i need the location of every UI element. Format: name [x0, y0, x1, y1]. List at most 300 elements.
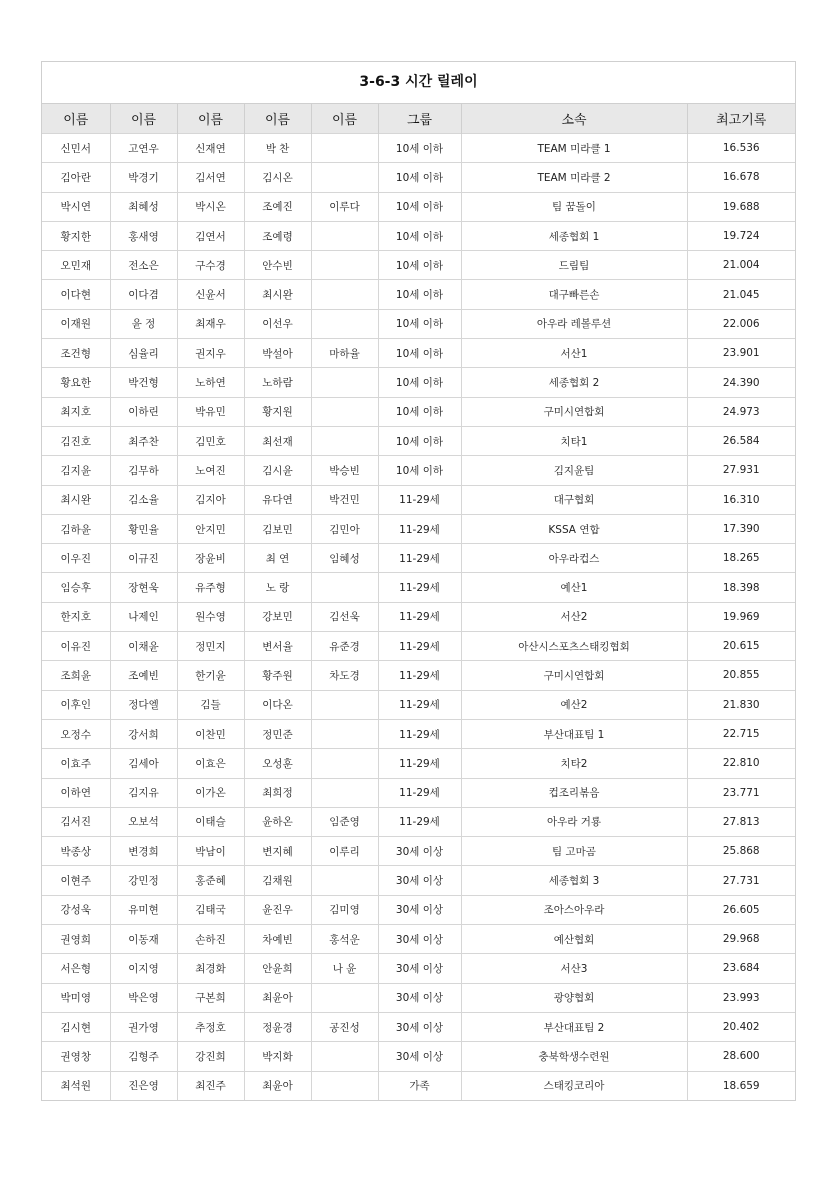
- affiliation-cell: 세종협회 3: [461, 866, 687, 895]
- group-cell: 11-29세: [378, 544, 461, 573]
- table-row: [42, 221, 795, 250]
- name-1-cell: 강성욱: [42, 895, 110, 924]
- name-1-cell: 최석원: [42, 1071, 110, 1100]
- name-1-cell: 이후인: [42, 690, 110, 719]
- name-3-cell: 박유민: [177, 397, 244, 426]
- name-4-cell: 박 찬: [244, 134, 311, 163]
- name-1-cell: 권영창: [42, 1042, 110, 1071]
- column-header-affiliation: 소속: [461, 104, 687, 134]
- group-cell: 가족: [378, 1071, 461, 1100]
- affiliation-cell: 대구빠른손: [461, 280, 687, 309]
- table-row: [42, 339, 795, 368]
- name-2-cell: 김지유: [110, 778, 177, 807]
- name-5-cell: 임혜성: [311, 544, 378, 573]
- best-record-cell: 19.724: [687, 221, 795, 250]
- name-5-cell: 유준경: [311, 632, 378, 661]
- name-3-cell: 김연서: [177, 221, 244, 250]
- name-5-cell: 차도경: [311, 661, 378, 690]
- affiliation-cell: 김지윤팀: [461, 456, 687, 485]
- best-record-cell: 26.584: [687, 426, 795, 455]
- relay-results-sheet: [41, 61, 796, 1101]
- best-record-cell: 25.868: [687, 837, 795, 866]
- best-record-cell: 21.830: [687, 690, 795, 719]
- name-3-cell: 이효은: [177, 749, 244, 778]
- group-cell: 10세 이하: [378, 456, 461, 485]
- table-row: [42, 632, 795, 661]
- name-5-cell: 박건민: [311, 485, 378, 514]
- table-row: [42, 1012, 795, 1041]
- name-5-cell: [311, 309, 378, 338]
- table-row: [42, 514, 795, 543]
- group-cell: 11-29세: [378, 573, 461, 602]
- name-5-cell: [311, 426, 378, 455]
- name-2-cell: 변경희: [110, 837, 177, 866]
- best-record-cell: 23.684: [687, 954, 795, 983]
- group-cell: 10세 이하: [378, 134, 461, 163]
- name-4-cell: 김시온: [244, 163, 311, 192]
- name-3-cell: 김서연: [177, 163, 244, 192]
- name-2-cell: 황민율: [110, 514, 177, 543]
- name-1-cell: 조희윤: [42, 661, 110, 690]
- name-2-cell: 김형주: [110, 1042, 177, 1071]
- group-cell: 30세 이상: [378, 983, 461, 1012]
- group-cell: 11-29세: [378, 749, 461, 778]
- table-row: [42, 368, 795, 397]
- name-4-cell: 차예빈: [244, 925, 311, 954]
- name-3-cell: 안지민: [177, 514, 244, 543]
- group-cell: 10세 이하: [378, 192, 461, 221]
- name-5-cell: [311, 719, 378, 748]
- name-5-cell: 김민아: [311, 514, 378, 543]
- name-4-cell: 강보민: [244, 602, 311, 631]
- name-2-cell: 이하린: [110, 397, 177, 426]
- group-cell: 10세 이하: [378, 309, 461, 338]
- name-1-cell: 이하연: [42, 778, 110, 807]
- name-5-cell: [311, 368, 378, 397]
- name-5-cell: [311, 1071, 378, 1100]
- name-3-cell: 이태슬: [177, 807, 244, 836]
- name-3-cell: 강진희: [177, 1042, 244, 1071]
- affiliation-cell: 조아스아우라: [461, 895, 687, 924]
- name-2-cell: 진은영: [110, 1071, 177, 1100]
- group-cell: 11-29세: [378, 690, 461, 719]
- name-2-cell: 조예빈: [110, 661, 177, 690]
- best-record-cell: 18.398: [687, 573, 795, 602]
- group-cell: 10세 이하: [378, 397, 461, 426]
- group-cell: 30세 이상: [378, 837, 461, 866]
- column-header-name-1: 이름: [42, 104, 110, 134]
- name-4-cell: 김보민: [244, 514, 311, 543]
- affiliation-cell: 서산3: [461, 954, 687, 983]
- table-row: [42, 954, 795, 983]
- affiliation-cell: 서산2: [461, 602, 687, 631]
- name-2-cell: 김무하: [110, 456, 177, 485]
- name-2-cell: 최혜성: [110, 192, 177, 221]
- best-record-cell: 22.810: [687, 749, 795, 778]
- name-3-cell: 원수영: [177, 602, 244, 631]
- name-3-cell: 김태국: [177, 895, 244, 924]
- name-3-cell: 신재연: [177, 134, 244, 163]
- affiliation-cell: 세종협회 1: [461, 221, 687, 250]
- group-cell: 30세 이상: [378, 925, 461, 954]
- table-row: [42, 983, 795, 1012]
- best-record-cell: 23.901: [687, 339, 795, 368]
- name-4-cell: 이다온: [244, 690, 311, 719]
- name-1-cell: 조건형: [42, 339, 110, 368]
- name-5-cell: 임준영: [311, 807, 378, 836]
- name-3-cell: 손하진: [177, 925, 244, 954]
- group-cell: 30세 이상: [378, 954, 461, 983]
- name-5-cell: [311, 280, 378, 309]
- name-2-cell: 박경기: [110, 163, 177, 192]
- name-3-cell: 최진주: [177, 1071, 244, 1100]
- group-cell: 30세 이상: [378, 1042, 461, 1071]
- name-2-cell: 유미현: [110, 895, 177, 924]
- name-3-cell: 정민지: [177, 632, 244, 661]
- results-table: [42, 103, 795, 1100]
- name-1-cell: 이현주: [42, 866, 110, 895]
- name-1-cell: 김시현: [42, 1012, 110, 1041]
- name-1-cell: 이우진: [42, 544, 110, 573]
- name-2-cell: 장현욱: [110, 573, 177, 602]
- best-record-cell: 28.600: [687, 1042, 795, 1071]
- name-4-cell: 오성훈: [244, 749, 311, 778]
- name-1-cell: 신민서: [42, 134, 110, 163]
- name-5-cell: [311, 251, 378, 280]
- name-5-cell: [311, 134, 378, 163]
- name-3-cell: 최경화: [177, 954, 244, 983]
- name-5-cell: 이루리: [311, 837, 378, 866]
- affiliation-cell: 세종협회 2: [461, 368, 687, 397]
- name-4-cell: 안윤희: [244, 954, 311, 983]
- group-cell: 10세 이하: [378, 280, 461, 309]
- group-cell: 11-29세: [378, 807, 461, 836]
- table-row: [42, 661, 795, 690]
- table-row: [42, 866, 795, 895]
- name-3-cell: 구본희: [177, 983, 244, 1012]
- name-4-cell: 이선우: [244, 309, 311, 338]
- table-row: [42, 602, 795, 631]
- group-cell: 11-29세: [378, 485, 461, 514]
- affiliation-cell: 예산2: [461, 690, 687, 719]
- name-5-cell: 공진성: [311, 1012, 378, 1041]
- name-2-cell: 이다겸: [110, 280, 177, 309]
- name-4-cell: 유다연: [244, 485, 311, 514]
- name-3-cell: 노여진: [177, 456, 244, 485]
- name-5-cell: [311, 983, 378, 1012]
- name-5-cell: [311, 778, 378, 807]
- name-2-cell: 최주찬: [110, 426, 177, 455]
- best-record-cell: 19.969: [687, 602, 795, 631]
- name-2-cell: 강민정: [110, 866, 177, 895]
- best-record-cell: 21.004: [687, 251, 795, 280]
- best-record-cell: 27.813: [687, 807, 795, 836]
- group-cell: 30세 이상: [378, 1012, 461, 1041]
- group-cell: 10세 이하: [378, 368, 461, 397]
- name-1-cell: 이재원: [42, 309, 110, 338]
- name-4-cell: 안수빈: [244, 251, 311, 280]
- affiliation-cell: TEAM 미라클 2: [461, 163, 687, 192]
- name-4-cell: 김시윤: [244, 456, 311, 485]
- name-1-cell: 김진호: [42, 426, 110, 455]
- best-record-cell: 18.659: [687, 1071, 795, 1100]
- name-4-cell: 변서율: [244, 632, 311, 661]
- name-3-cell: 구수경: [177, 251, 244, 280]
- best-record-cell: 27.931: [687, 456, 795, 485]
- best-record-cell: 19.688: [687, 192, 795, 221]
- name-4-cell: 최희정: [244, 778, 311, 807]
- group-cell: 10세 이하: [378, 426, 461, 455]
- group-cell: 10세 이하: [378, 339, 461, 368]
- name-5-cell: [311, 690, 378, 719]
- name-3-cell: 이가온: [177, 778, 244, 807]
- affiliation-cell: 팀 꿈돌이: [461, 192, 687, 221]
- best-record-cell: 16.536: [687, 134, 795, 163]
- table-row: [42, 837, 795, 866]
- best-record-cell: 24.390: [687, 368, 795, 397]
- name-2-cell: 박건형: [110, 368, 177, 397]
- affiliation-cell: 구미시연합회: [461, 661, 687, 690]
- affiliation-cell: 아우라컵스: [461, 544, 687, 573]
- name-3-cell: 이찬민: [177, 719, 244, 748]
- column-header-name-2: 이름: [110, 104, 177, 134]
- name-1-cell: 박미영: [42, 983, 110, 1012]
- best-record-cell: 22.006: [687, 309, 795, 338]
- table-row: [42, 544, 795, 573]
- name-3-cell: 신윤서: [177, 280, 244, 309]
- name-3-cell: 장윤비: [177, 544, 244, 573]
- best-record-cell: 18.265: [687, 544, 795, 573]
- table-row: [42, 251, 795, 280]
- name-3-cell: 김민호: [177, 426, 244, 455]
- name-4-cell: 정민준: [244, 719, 311, 748]
- table-row: [42, 1042, 795, 1071]
- name-5-cell: [311, 749, 378, 778]
- affiliation-cell: 부산대표팀 1: [461, 719, 687, 748]
- affiliation-cell: 드림팀: [461, 251, 687, 280]
- affiliation-cell: 치타2: [461, 749, 687, 778]
- name-2-cell: 이동재: [110, 925, 177, 954]
- best-record-cell: 23.771: [687, 778, 795, 807]
- name-5-cell: [311, 163, 378, 192]
- name-2-cell: 김소율: [110, 485, 177, 514]
- best-record-cell: 20.855: [687, 661, 795, 690]
- name-2-cell: 오보석: [110, 807, 177, 836]
- name-5-cell: 김선욱: [311, 602, 378, 631]
- column-header-name-3: 이름: [177, 104, 244, 134]
- name-1-cell: 이유진: [42, 632, 110, 661]
- affiliation-cell: 아우라 레볼루션: [461, 309, 687, 338]
- column-header-best-record: 최고기록: [687, 104, 795, 134]
- table-row: [42, 573, 795, 602]
- name-1-cell: 김서진: [42, 807, 110, 836]
- best-record-cell: 26.605: [687, 895, 795, 924]
- name-1-cell: 김아란: [42, 163, 110, 192]
- name-1-cell: 최지호: [42, 397, 110, 426]
- table-row: [42, 778, 795, 807]
- table-row: [42, 163, 795, 192]
- name-4-cell: 변지혜: [244, 837, 311, 866]
- name-3-cell: 김지아: [177, 485, 244, 514]
- group-cell: 11-29세: [378, 632, 461, 661]
- affiliation-cell: 아우라 거룡: [461, 807, 687, 836]
- name-2-cell: 고연우: [110, 134, 177, 163]
- name-4-cell: 최시완: [244, 280, 311, 309]
- affiliation-cell: 예산1: [461, 573, 687, 602]
- name-3-cell: 한기윤: [177, 661, 244, 690]
- name-3-cell: 유주형: [177, 573, 244, 602]
- affiliation-cell: 부산대표팀 2: [461, 1012, 687, 1041]
- group-cell: 11-29세: [378, 602, 461, 631]
- name-4-cell: 박설아: [244, 339, 311, 368]
- name-4-cell: 조예진: [244, 192, 311, 221]
- name-3-cell: 권지우: [177, 339, 244, 368]
- name-1-cell: 김지윤: [42, 456, 110, 485]
- column-header-name-4: 이름: [244, 104, 311, 134]
- table-row: [42, 456, 795, 485]
- name-1-cell: 임승후: [42, 573, 110, 602]
- name-4-cell: 최 연: [244, 544, 311, 573]
- table-row: [42, 925, 795, 954]
- name-2-cell: 정다엘: [110, 690, 177, 719]
- affiliation-cell: 충북학생수련원: [461, 1042, 687, 1071]
- name-1-cell: 오정수: [42, 719, 110, 748]
- affiliation-cell: 예산협회: [461, 925, 687, 954]
- name-4-cell: 황지원: [244, 397, 311, 426]
- best-record-cell: 24.973: [687, 397, 795, 426]
- name-5-cell: 박승빈: [311, 456, 378, 485]
- column-header-name-5: 이름: [311, 104, 378, 134]
- table-row: [42, 192, 795, 221]
- affiliation-cell: KSSA 연합: [461, 514, 687, 543]
- name-5-cell: [311, 221, 378, 250]
- best-record-cell: 23.993: [687, 983, 795, 1012]
- best-record-cell: 22.715: [687, 719, 795, 748]
- name-1-cell: 이효주: [42, 749, 110, 778]
- best-record-cell: 17.390: [687, 514, 795, 543]
- name-2-cell: 홍새영: [110, 221, 177, 250]
- best-record-cell: 16.678: [687, 163, 795, 192]
- name-4-cell: 노 랑: [244, 573, 311, 602]
- name-2-cell: 심율리: [110, 339, 177, 368]
- group-cell: 11-29세: [378, 778, 461, 807]
- table-row: [42, 749, 795, 778]
- affiliation-cell: 컵조리볶음: [461, 778, 687, 807]
- affiliation-cell: 서산1: [461, 339, 687, 368]
- affiliation-cell: 스태킹코리아: [461, 1071, 687, 1100]
- name-3-cell: 노하연: [177, 368, 244, 397]
- name-3-cell: 최재우: [177, 309, 244, 338]
- name-1-cell: 최시완: [42, 485, 110, 514]
- name-2-cell: 윤 정: [110, 309, 177, 338]
- affiliation-cell: 팀 고마곰: [461, 837, 687, 866]
- name-1-cell: 서은형: [42, 954, 110, 983]
- table-row: [42, 1071, 795, 1100]
- name-5-cell: 김미영: [311, 895, 378, 924]
- table-row: [42, 280, 795, 309]
- best-record-cell: 20.615: [687, 632, 795, 661]
- name-5-cell: [311, 573, 378, 602]
- name-4-cell: 정윤경: [244, 1012, 311, 1041]
- best-record-cell: 16.310: [687, 485, 795, 514]
- affiliation-cell: 구미시연합회: [461, 397, 687, 426]
- name-2-cell: 이규진: [110, 544, 177, 573]
- header-row: [42, 104, 795, 134]
- name-2-cell: 박은영: [110, 983, 177, 1012]
- name-5-cell: 마하율: [311, 339, 378, 368]
- best-record-cell: 21.045: [687, 280, 795, 309]
- name-2-cell: 전소은: [110, 251, 177, 280]
- best-record-cell: 29.968: [687, 925, 795, 954]
- name-5-cell: 나 윤: [311, 954, 378, 983]
- name-2-cell: 나제인: [110, 602, 177, 631]
- group-cell: 11-29세: [378, 514, 461, 543]
- group-cell: 11-29세: [378, 719, 461, 748]
- table-row: [42, 895, 795, 924]
- group-cell: 30세 이상: [378, 866, 461, 895]
- name-5-cell: 이루다: [311, 192, 378, 221]
- affiliation-cell: 광양협회: [461, 983, 687, 1012]
- name-4-cell: 조예령: [244, 221, 311, 250]
- name-3-cell: 홍준혜: [177, 866, 244, 895]
- name-4-cell: 김채원: [244, 866, 311, 895]
- name-3-cell: 박시온: [177, 192, 244, 221]
- name-4-cell: 황주원: [244, 661, 311, 690]
- name-2-cell: 김세아: [110, 749, 177, 778]
- table-row: [42, 807, 795, 836]
- group-cell: 30세 이상: [378, 895, 461, 924]
- table-row: [42, 309, 795, 338]
- best-record-cell: 27.731: [687, 866, 795, 895]
- name-1-cell: 권영희: [42, 925, 110, 954]
- name-5-cell: 홍석운: [311, 925, 378, 954]
- name-2-cell: 이지영: [110, 954, 177, 983]
- table-row: [42, 690, 795, 719]
- name-1-cell: 황요한: [42, 368, 110, 397]
- affiliation-cell: 치타1: [461, 426, 687, 455]
- name-1-cell: 박시연: [42, 192, 110, 221]
- name-4-cell: 최윤아: [244, 983, 311, 1012]
- name-2-cell: 강서희: [110, 719, 177, 748]
- affiliation-cell: 아산시스포츠스태킹협회: [461, 632, 687, 661]
- name-3-cell: 추정호: [177, 1012, 244, 1041]
- group-cell: 11-29세: [378, 661, 461, 690]
- group-cell: 10세 이하: [378, 221, 461, 250]
- affiliation-cell: 대구협회: [461, 485, 687, 514]
- group-cell: 10세 이하: [378, 163, 461, 192]
- name-4-cell: 윤진우: [244, 895, 311, 924]
- name-4-cell: 최윤아: [244, 1071, 311, 1100]
- name-1-cell: 박종상: [42, 837, 110, 866]
- name-2-cell: 권가영: [110, 1012, 177, 1041]
- name-1-cell: 한지호: [42, 602, 110, 631]
- name-1-cell: 황지한: [42, 221, 110, 250]
- name-4-cell: 윤하온: [244, 807, 311, 836]
- name-2-cell: 이채윤: [110, 632, 177, 661]
- name-1-cell: 이다현: [42, 280, 110, 309]
- name-1-cell: 오민재: [42, 251, 110, 280]
- name-5-cell: [311, 397, 378, 426]
- best-record-cell: 20.402: [687, 1012, 795, 1041]
- table-row: [42, 719, 795, 748]
- table-row: [42, 485, 795, 514]
- name-4-cell: 박지화: [244, 1042, 311, 1071]
- name-5-cell: [311, 1042, 378, 1071]
- name-3-cell: 김들: [177, 690, 244, 719]
- table-row: [42, 134, 795, 163]
- group-cell: 10세 이하: [378, 251, 461, 280]
- column-header-group: 그룹: [378, 104, 461, 134]
